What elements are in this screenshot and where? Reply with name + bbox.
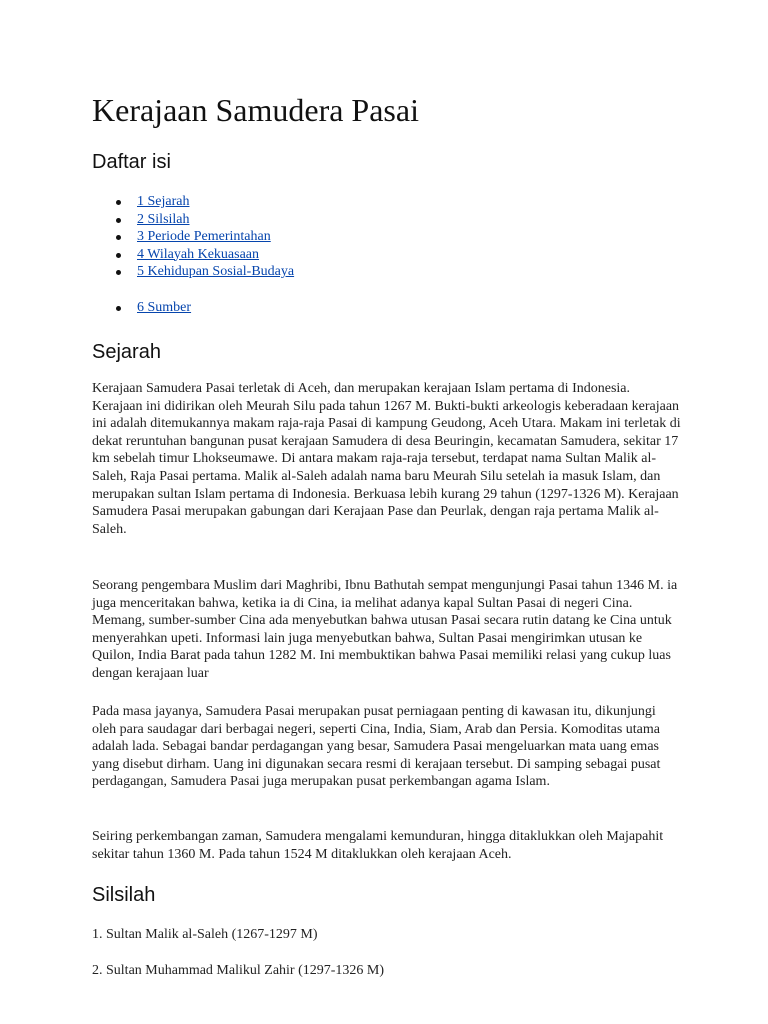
toc-link-sejarah[interactable]: 1 Sejarah — [137, 194, 190, 209]
bullet-icon — [116, 200, 121, 205]
toc-item — [92, 299, 191, 317]
toc-link-sumber[interactable]: 6 Sumber — [137, 300, 192, 315]
toc-link-silsilah[interactable]: 2 Silsilah — [137, 211, 190, 227]
sejarah-paragraph-2: Seorang pengembara Muslim dari Maghribi, Ibnu Bathutah sempat mengunjungi Pasai tahun 1346 M. ia juga menceritakan bahwa, ketika ia di Cina, ia melihat adanya kapal Sultan Pasai di negeri Cina. Memang, sumber-sumber Cina ada menyebutkan bahwa utusan Pasai secara rutin datang ke Cina untuk menyerahkan upeti. Informasi lain juga menyebutkan bahwa, Sultan Pasai mengirimkan utusan ke Quilon, India Barat pada tahun 1282 M. Ini membuktikan bahwa Pasai memiliki relasi yang cukup luas dengan kerajaan luar — [92, 578, 678, 681]
toc-link-wilayah-kekuasaan[interactable]: 4 Wilayah Kekuasaan — [137, 246, 260, 262]
toc-item — [92, 228, 294, 246]
toc-item — [92, 263, 294, 281]
toc-list — [92, 193, 294, 281]
bullet-icon — [116, 270, 121, 275]
silsilah-item: 1. Sultan Malik al-Saleh (1267-1297 M) — [92, 927, 318, 942]
silsilah-item: 2. Sultan Muhammad Malikul Zahir (1297-1326 M) — [92, 963, 385, 978]
section-heading-silsilah: Silsilah — [92, 884, 156, 906]
toc-list-secondary — [92, 299, 191, 317]
toc-heading: Daftar isi — [92, 151, 171, 173]
bullet-icon — [116, 235, 121, 240]
toc-link-periode-pemerintahan[interactable]: 3 Periode Pemerintahan — [137, 229, 271, 244]
sejarah-paragraph-3: Pada masa jayanya, Samudera Pasai merupakan pusat perniagaan penting di kawasan itu, dikunjungi oleh para saudagar dari berbagai negeri, seperti Cina, India, Siam, Arab dan Persia. Komoditas utama adalah lada. Sebagai bandar perdagangan yang besar, Samudera Pasai mengeluarkan mata uang emas yang disebut dirham. Uang ini digunakan secara resmi di kerajaan tersebut. Di samping sebagai pusat perdagangan, Samudera Pasai juga merupakan pusat perkembangan agama Islam. — [92, 704, 661, 790]
toc-item — [92, 211, 294, 229]
sejarah-paragraph-4: Seiring perkembangan zaman, Samudera mengalami kemunduran, hingga ditaklukkan oleh Majapahit sekitar tahun 1360 M. Pada tahun 1524 M ditaklukkan oleh kerajaan Aceh. — [92, 829, 664, 862]
bullet-icon — [116, 218, 121, 223]
section-heading-sejarah: Sejarah — [92, 341, 161, 363]
toc-item — [92, 246, 294, 264]
sejarah-paragraph-1: Kerajaan Samudera Pasai terletak di Aceh, dan merupakan kerajaan Islam pertama di Indonesia. Kerajaan ini didirikan oleh Meurah Silu pada tahun 1267 M. Bukti-bukti arkeologis keberadaan kerajaan ini adalah ditemukannya makam raja-raja Pasai di kampung Geudong, Aceh Utara. Makam ini terletak di dekat reruntuhan bangunan pusat kerajaan Samudera di desa Beuringin, kecamatan Samudera, sekitar 17 km sebelah timur Lhokseumawe. Di antara makam raja-raja tersebut, terdapat nama Sultan Malik al-Saleh, Raja Pasai pertama. Malik al-Saleh adalah nama baru Meurah Silu setelah ia masuk Islam, dan merupakan sultan Islam pertama di Indonesia. Berkuasa lebih kurang 29 tahun (1297-1326 M). Kerajaan Samudera Pasai merupakan gabungan dari Kerajaan Pase dan Peurlak, dengan raja pertama Malik al-Saleh. — [92, 381, 681, 537]
toc-item — [92, 193, 294, 211]
bullet-icon — [116, 306, 121, 311]
toc-link-kehidupan-sosial-budaya[interactable]: 5 Kehidupan Sosial-Budaya — [137, 264, 295, 279]
page-title: Kerajaan Samudera Pasai — [92, 92, 419, 128]
bullet-icon — [116, 253, 121, 258]
